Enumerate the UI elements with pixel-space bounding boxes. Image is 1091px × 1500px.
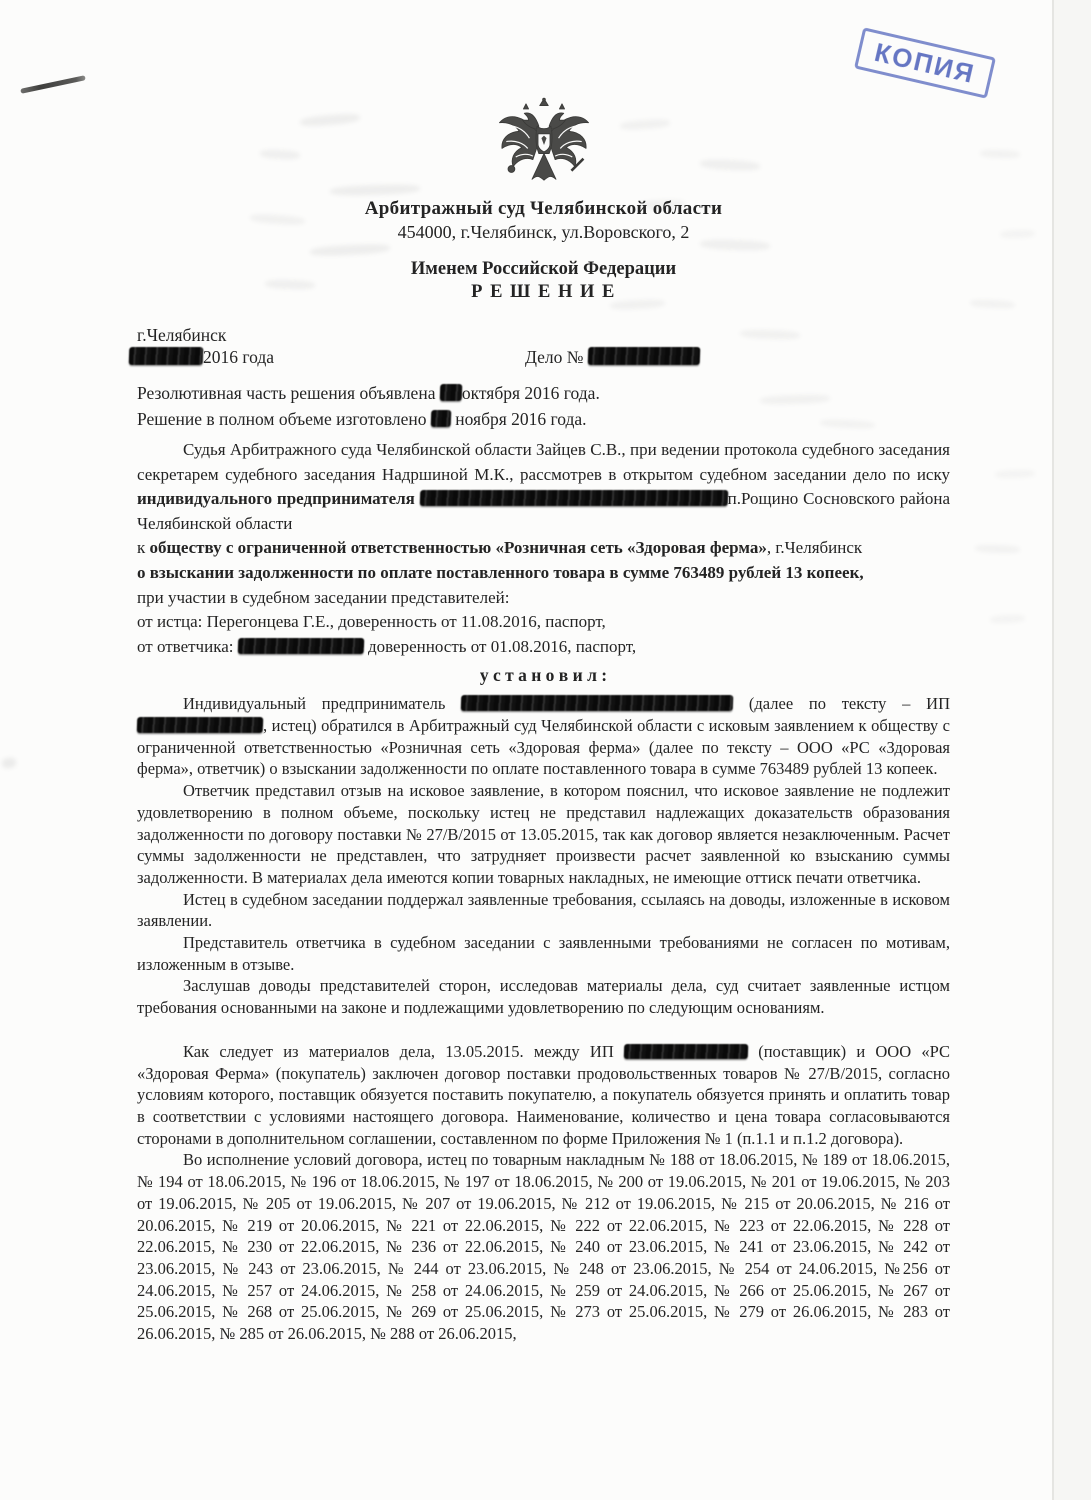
body-paragraph-1: Индивидуальный предприниматель (далее по тексту – ИП , истец) обратился в Арбитражный суд Челябинской области с исковым заявлением к обществу с ограниченной ответственностью «Розничная сеть «Здоровая ферма» (далее по тексту – ООО «РС «Здоровая ферма», ответчик) о взыскании задолженности по оплате поставленного товара в сумме 763489 рублей 13 копеек. bbox=[137, 694, 950, 779]
body-paragraph-7: Во исполнение условий договора, истец по товарным накладным № 188 от 18.06.2015, № 189 от 18.06.2015, № 194 от 18.06.2015, № 196 от 18.06.2015, № 197 от 18.06.2015, № 200 от 19.06.2015, № 201 от 19.06.2015, № 203 от 19.06.2015, № 205 от 19.06.2015, № 207 от 19.06.2015, № 212 от 19.06.2015, № 215 от 20.06.2015, № 216 от 20.06.2015, № 219 от 20.06.2015, № 221 от 22.06.2015, № 222 от 22.06.2015, № 223 от 22.06.2015, № 228 от 22.06.2015, № 230 от 22.06.2015, № 236 от 22.06.2015, № 240 от 23.06.2015, № 241 от 23.06.2015, № 242 от 23.06.2015, № 243 от 23.06.2015, № 244 от 23.06.2015, № 248 от 23.06.2015, № 254 от 24.06.2015, №256 от 24.06.2015, № 257 от 24.06.2015, № 258 от 24.06.2015, № 259 от 24.06.2015, № 266 от 25.06.2015, № 267 от 25.06.2015, № 268 от 25.06.2015, № 269 от 25.06.2015, № 273 от 25.06.2015, № 279 от 26.06.2015, № 283 от 26.06.2015, № 285 от 26.06.2015, № 288 от 26.06.2015, bbox=[137, 1150, 950, 1344]
bleed-through-mark bbox=[995, 469, 1035, 478]
intro-paragraph-attendees: при участии в судебном заседании представителей: bbox=[137, 587, 510, 607]
copy-stamp-label: КОПИЯ bbox=[871, 36, 979, 89]
ustanovil-heading: у с т а н о в и л : bbox=[479, 665, 608, 686]
redaction-mark bbox=[431, 410, 452, 427]
bleed-through-mark bbox=[1, 757, 16, 769]
intro-block bbox=[137, 438, 950, 659]
body-paragraph-2: Ответчик представил отзыв на исковое заявление, в котором пояснил, что исковое заявление не подлежит удовлетворению в полном объеме, поскольку истец не представил надлежащих доказательств образования задолженности по договору поставки № 27/В/2015 от 13.05.2015, так как договор является незаключенным. Расчет суммы задолженности не представлен, что затрудняет произвести расчет заявленной ко взысканию суммы задолженности. В материалах дела имеются копии товарных накладных, не имеющие оттиск печати ответчика. bbox=[137, 781, 950, 887]
pen-stroke-mark bbox=[20, 75, 86, 94]
city-line: г.Челябинск bbox=[137, 325, 227, 345]
document-content bbox=[137, 0, 950, 1345]
redaction-mark bbox=[419, 490, 728, 506]
court-name: Арбитражный суд Челябинской области bbox=[364, 198, 723, 219]
body-paragraph-3: Истец в судебном заседании поддержал заявленные требования, ссылаясь на доводы, изложенные в исковом заявлении. bbox=[137, 889, 950, 931]
bleed-through-mark bbox=[980, 149, 1020, 158]
case-info-row bbox=[137, 347, 950, 374]
bleed-through-mark bbox=[990, 614, 1025, 624]
intro-paragraph-judge: Судья Арбитражного суда Челябинской области Зайцев С.В., при ведении протокола судебного заседания секретарем судебного заседания Надршиной М.К., рассмотрев в открытом судебном заседании дело по иску индивидуального предпринимателя п.Рощино Сосновского района Челябинской области bbox=[137, 440, 950, 533]
redaction-mark bbox=[440, 384, 463, 401]
bleed-through-mark bbox=[970, 299, 1015, 309]
court-address: 454000, г.Челябинск, ул.Воровского, 2 bbox=[397, 222, 690, 242]
prepared-date-line: Решение в полном объеме изготовлено ноября 2016 года. bbox=[137, 409, 587, 429]
redaction-mark bbox=[137, 717, 264, 733]
redaction-mark bbox=[588, 347, 701, 365]
body-block bbox=[137, 693, 950, 1344]
redaction-mark bbox=[624, 1044, 749, 1059]
redaction-mark bbox=[237, 638, 364, 654]
in-the-name-line: Именем Российской Федерации bbox=[410, 259, 677, 279]
bleed-through-mark bbox=[1000, 229, 1035, 238]
intro-paragraph-defendant-rep: от ответчика: доверенность от 01.08.2016, паспорт, bbox=[137, 636, 637, 656]
announced-date-line: Резолютивная часть решения объявлена октября 2016 года. bbox=[137, 383, 600, 403]
body-paragraph-5: Заслушав доводы представителей сторон, исследовав материалы дела, суд считает заявленные истцом требования основанными на законе и подлежащими удовлетворению по следующим основаниям. bbox=[137, 976, 950, 1018]
intro-paragraph-defendant: к обществу с ограниченной ответственностью «Розничная сеть «Здоровая ферма», г.Челябинск bbox=[137, 538, 863, 558]
body-paragraph-4: Представитель ответчика в судебном заседании с заявленными требованиями не согласен по мотивам, изложенным в отзыве. bbox=[137, 933, 950, 974]
intro-paragraph-claim: о взыскании задолженности по оплате поставленного товара в сумме 763489 рублей 13 копеек, bbox=[137, 562, 864, 582]
intro-paragraph-plaintiff-rep: от истца: Перегонцева Г.Е., доверенность от 11.08.2016, паспорт, bbox=[137, 612, 606, 632]
body-paragraph-6: Как следует из материалов дела, 13.05.2015. между ИП (поставщик) и ООО «РС «Здоровая Ферма» (покупатель) заключен договор поставки продовольственных товаров № 27/В/2015, согласно условиям которого, поставщик обязуется поставить покупателю, а покупатель обязуется принять и оплатить товар в соответствии с условиями настоящего договора. Наименование, количество и цена товара согласовываются сторонами в дополнительном соглашении, составленном по форме Приложения № 1 (п.1.1 и п.1.2 договора). bbox=[137, 1041, 950, 1148]
decision-title: Р Е Ш Е Н И Е bbox=[471, 282, 616, 302]
redaction-mark bbox=[129, 347, 204, 365]
coat-of-arms-icon bbox=[492, 97, 596, 193]
paper-edge-shade bbox=[1054, 0, 1091, 1500]
decision-date-line: 2016 года bbox=[129, 347, 274, 368]
bleed-through-mark bbox=[975, 544, 1020, 554]
case-number-line: Дело № bbox=[525, 347, 700, 368]
redaction-mark bbox=[461, 695, 734, 711]
